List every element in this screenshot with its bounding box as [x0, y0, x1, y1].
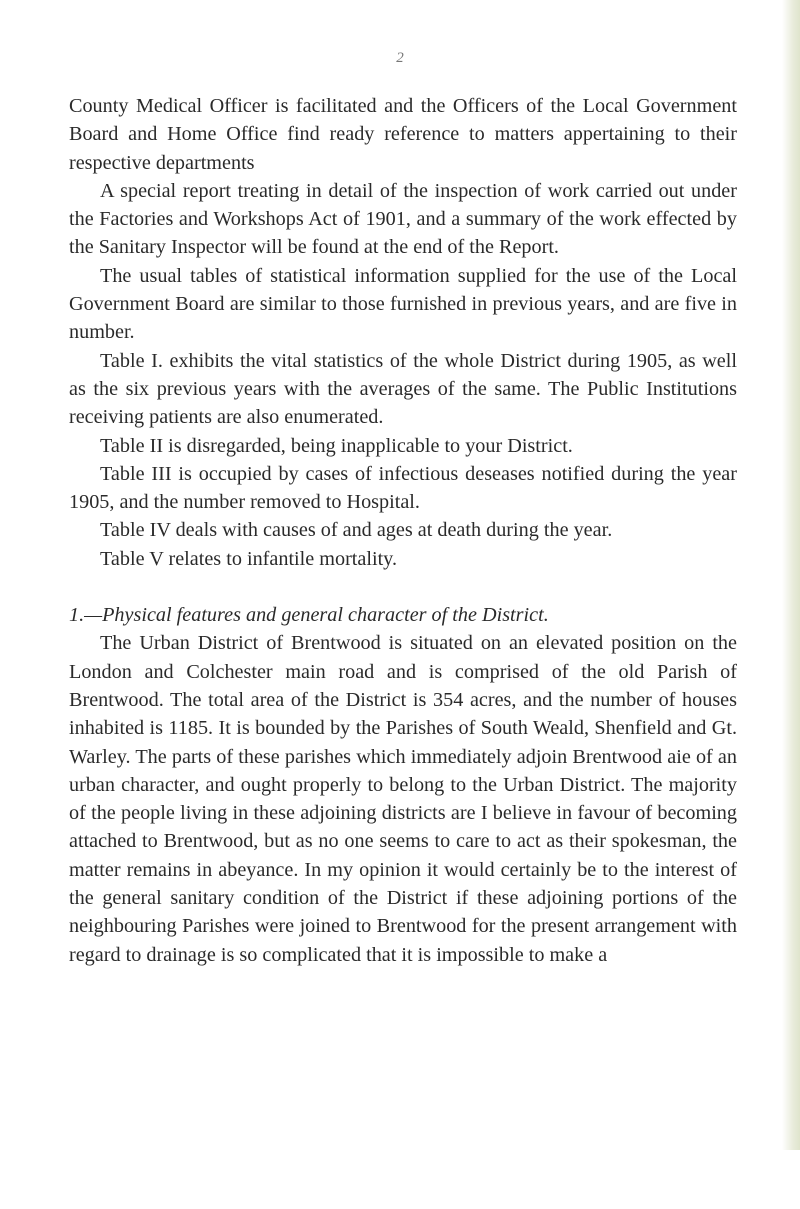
- paragraph-special-report: A special report treating in detail of the inspection of work carried out under the Factories and Workshops Act of 1901, and a summary of the work effected by the Sanitary Inspector will be found at the end of the Report.: [69, 179, 737, 259]
- paragraph-table-4: Table IV deals with causes of and ages at death during the year.: [100, 519, 613, 542]
- section-heading: 1.—Physical features and general character of the District.: [69, 604, 549, 627]
- document-body: [69, 92, 737, 969]
- paragraph-table-2: Table II is disregarded, being inapplicable to your District.: [100, 434, 573, 457]
- paragraph-table-1: Table I. exhibits the vital statistics of the whole District during 1905, as well as the six previous years with the averages of the same. The Public Institutions receiving patients are also enumerated.: [69, 349, 737, 429]
- page-edge-shading: [782, 0, 800, 1209]
- page-bottom-margin: [0, 1150, 800, 1209]
- paragraph-table-5: Table V relates to infantile mortality.: [100, 547, 398, 570]
- paragraph-physical-features: The Urban District of Brentwood is situated on an elevated position on the London and Colchester main road and is comprised of the old Parish of Brentwood. The total area of the District is 354 acres, and the number of houses inhabited is 1185. It is bounded by the Parishes of South Weald, Shenfield and Gt. Warley. The parts of these parishes which immediately adjoin Brentwood aie of an urban character, and ought properly to belong to the Urban District. The majority of the people living in these adjoining districts are I believe in favour of becoming attached to Brentwood, but as no one seems to care to act as their spokesman, the matter remains in abeyance. In my opinion it would certainly be to the interest of the general sanitary condition of the District if these adjoining portions of the neighbouring Parishes were joined to Brentwood for the present arrangement with regard to drainage is so complicated that it is impossible to make a: [69, 632, 737, 966]
- paragraph-usual-tables: The usual tables of statistical information supplied for the use of the Local Government Board are similar to those furnished in previous years, and are five in number.: [69, 264, 737, 344]
- page-number: 2: [396, 50, 404, 66]
- paragraph-table-3: Table III is occupied by cases of infectious deseases notified during the year 1905, and the number removed to Hospital.: [69, 462, 737, 514]
- paragraph-continuation: County Medical Officer is facilitated and the Officers of the Local Government Board and Home Office find ready reference to matters appertaining to their respective departments: [69, 95, 737, 174]
